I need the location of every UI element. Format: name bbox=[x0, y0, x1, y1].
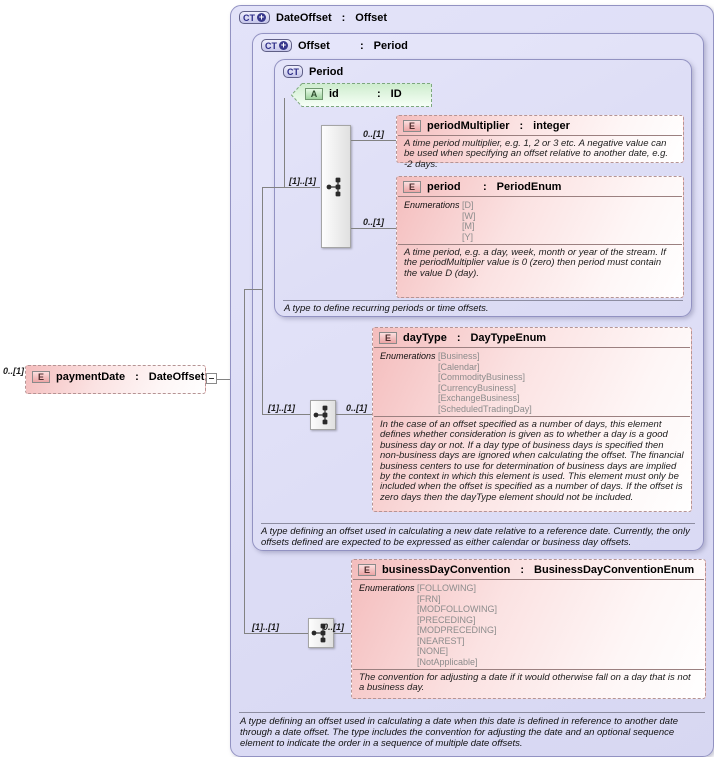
connector-line bbox=[244, 633, 308, 634]
colon: : bbox=[520, 564, 525, 576]
element-box-businessdayconvention[interactable] bbox=[351, 559, 706, 699]
cardinality-label-sequence: [1]..[1] bbox=[252, 622, 279, 632]
type-box-offset bbox=[252, 33, 704, 551]
complextype-badge bbox=[239, 11, 270, 24]
type-header-period bbox=[283, 65, 343, 78]
connector-line bbox=[334, 633, 351, 634]
element-header bbox=[26, 366, 205, 386]
element-type: DateOffset bbox=[148, 371, 205, 383]
attribute-type: ID bbox=[390, 88, 402, 100]
enumerations-values bbox=[438, 351, 532, 414]
colon: : bbox=[377, 88, 381, 100]
type-footer-dateoffset: A type defining an offset used in calculating a date when this date is defined in reference to another date through a date offset. The type includes the convention for adjusting the date and an optional sequence element to indicate the order in a sequence of multiple date offsets. bbox=[240, 716, 678, 749]
cardinality-label-sequence: [1]..[1] bbox=[268, 403, 295, 413]
element-name: period bbox=[427, 181, 461, 193]
enum-value: [MODFOLLOWING] bbox=[417, 604, 498, 614]
element-type: PeriodEnum bbox=[496, 181, 562, 193]
footer-rule bbox=[261, 523, 695, 524]
footer-rule bbox=[239, 712, 705, 713]
type-footer-period: A type to define recurring periods or time offsets. bbox=[284, 303, 489, 314]
colon: : bbox=[341, 11, 346, 24]
enumerations-values bbox=[462, 200, 476, 242]
cardinality-label-period: 0..[1] bbox=[363, 217, 385, 227]
cardinality-label-paymentdate: 0..[1] bbox=[3, 366, 25, 376]
connector-line bbox=[262, 414, 310, 415]
sequence-connector-period bbox=[321, 125, 351, 248]
element-box-period[interactable] bbox=[396, 176, 684, 298]
colon: : bbox=[519, 120, 524, 132]
enumerations-label: Enumerations bbox=[359, 583, 415, 593]
collapse-icon[interactable] bbox=[206, 373, 217, 384]
sequence-icon bbox=[326, 176, 346, 198]
element-badge: E bbox=[403, 181, 421, 193]
type-box-period bbox=[274, 59, 692, 317]
enum-value: [Calendar] bbox=[438, 361, 480, 372]
attribute-box-id[interactable] bbox=[291, 83, 433, 107]
enumerations-values bbox=[417, 583, 497, 667]
colon: : bbox=[483, 181, 487, 193]
enum-value: [M] bbox=[462, 221, 475, 231]
complextype-badge-label: CT bbox=[243, 12, 255, 23]
colon: : bbox=[135, 371, 139, 383]
base-type-name: Offset bbox=[355, 11, 388, 24]
footer-rule bbox=[283, 300, 683, 301]
enum-value: [W] bbox=[462, 210, 476, 221]
enumerations-label: Enumerations bbox=[380, 351, 436, 361]
type-name: Offset bbox=[298, 39, 330, 52]
enumerations-section bbox=[353, 579, 704, 669]
connector-line bbox=[351, 228, 396, 229]
connector-line bbox=[262, 187, 263, 415]
type-header-dateoffset bbox=[239, 11, 387, 24]
type-name: Period bbox=[309, 65, 344, 78]
enum-value: [NONE] bbox=[417, 646, 449, 656]
enumerations-label: Enumerations bbox=[404, 200, 460, 210]
element-badge: E bbox=[403, 120, 421, 132]
connector-line bbox=[262, 187, 320, 188]
type-box-dateoffset bbox=[230, 5, 714, 757]
connector-line bbox=[244, 289, 262, 290]
cardinality-label-sequence: [1]..[1] bbox=[289, 176, 316, 186]
connector-line bbox=[351, 140, 396, 141]
minus-glyph bbox=[209, 378, 214, 379]
element-badge: E bbox=[32, 371, 50, 383]
attribute-badge: A bbox=[305, 88, 323, 100]
type-name: DateOffset bbox=[276, 11, 332, 24]
enum-value: [ExchangeBusiness] bbox=[438, 393, 520, 403]
complextype-badge-label: CT bbox=[265, 40, 277, 51]
element-box-daytype[interactable] bbox=[372, 327, 692, 512]
element-type: integer bbox=[533, 120, 570, 132]
element-description: In the case of an offset specified as a number of days, this element defines whether consideration is given as to whether a day is a good business day or not. If a day type of business days is specified then non-business days are ignored when calculating the offset. The financial business centers to use for determination of business days are implied by the context in which this element is used. This element must only be included when the offset is specified as a number of days. If the offset is zero days then the dayType element should not be included. bbox=[374, 416, 690, 506]
enum-value: [Y] bbox=[462, 231, 474, 242]
enum-value: [Business] bbox=[438, 351, 480, 361]
type-footer-offset: A type defining an offset used in calculating a new date relative to a reference date. Currently, the only offsets defined are expected to be expressed as either calendar or business day offsets. bbox=[261, 526, 690, 548]
cardinality-label-periodmultiplier: 0..[1] bbox=[363, 129, 385, 139]
complextype-badge bbox=[283, 65, 303, 78]
enum-value: [NotApplicable] bbox=[417, 656, 478, 667]
complextype-badge bbox=[261, 39, 292, 52]
enum-value: [PRECEDING] bbox=[417, 614, 476, 625]
plus-icon: + bbox=[280, 40, 287, 50]
element-type: BusinessDayConventionEnum bbox=[534, 564, 695, 576]
complextype-badge-label: CT bbox=[287, 66, 299, 77]
enum-value: [ScheduledTradingDay] bbox=[438, 403, 532, 414]
attribute-name: id bbox=[329, 88, 339, 100]
element-name: paymentDate bbox=[56, 371, 126, 383]
cardinality-label-daytype: 0..[1] bbox=[346, 403, 368, 413]
element-box-periodmultiplier[interactable] bbox=[396, 115, 684, 170]
element-name: periodMultiplier bbox=[427, 120, 510, 132]
sequence-connector-offset bbox=[310, 400, 336, 430]
enum-value: [CommodityBusiness] bbox=[438, 372, 526, 382]
element-header bbox=[397, 116, 683, 135]
element-name: dayType bbox=[403, 332, 447, 344]
type-header-offset bbox=[261, 39, 408, 52]
connector-line bbox=[336, 414, 372, 415]
element-description: The convention for adjusting a date if it would otherwise fall on a day that is not a business day. bbox=[353, 669, 704, 697]
plus-icon: + bbox=[258, 12, 265, 22]
enum-value: [MODPRECEDING] bbox=[417, 625, 497, 635]
enumerations-section bbox=[374, 347, 690, 416]
element-description: A time period, e.g. a day, week, month or year of the stream. If the periodMultiplier value is 0 (zero) then period must contain the value D (day). bbox=[398, 244, 682, 282]
connector-line bbox=[244, 289, 245, 634]
enum-value: [FRN] bbox=[417, 593, 441, 604]
element-badge: E bbox=[358, 564, 376, 576]
enum-value: [FOLLOWING] bbox=[417, 583, 477, 593]
enumerations-section bbox=[398, 196, 682, 244]
element-header bbox=[352, 560, 705, 579]
element-type: DayTypeEnum bbox=[470, 332, 547, 344]
element-header bbox=[397, 177, 683, 196]
colon: : bbox=[360, 39, 364, 52]
element-name: businessDayConvention bbox=[382, 564, 511, 576]
element-box-paymentdate[interactable] bbox=[25, 365, 206, 394]
attribute-header bbox=[305, 88, 402, 100]
enum-value: [D] bbox=[462, 200, 474, 210]
cardinality-label-businessdayconvention: 0..[1] bbox=[323, 622, 345, 632]
element-badge: E bbox=[379, 332, 397, 344]
enum-value: [CurrencyBusiness] bbox=[438, 382, 517, 393]
enum-value: [NEAREST] bbox=[417, 635, 465, 646]
sequence-icon bbox=[313, 404, 333, 426]
base-type-name: Period bbox=[373, 39, 408, 52]
element-description: A time period multiplier, e.g. 1, 2 or 3 etc. A negative value can be used when specifying an offset relative to another date, e.g. -2 days. bbox=[398, 135, 682, 173]
colon: : bbox=[456, 332, 461, 344]
element-header bbox=[373, 328, 691, 347]
connector-line bbox=[284, 98, 285, 188]
